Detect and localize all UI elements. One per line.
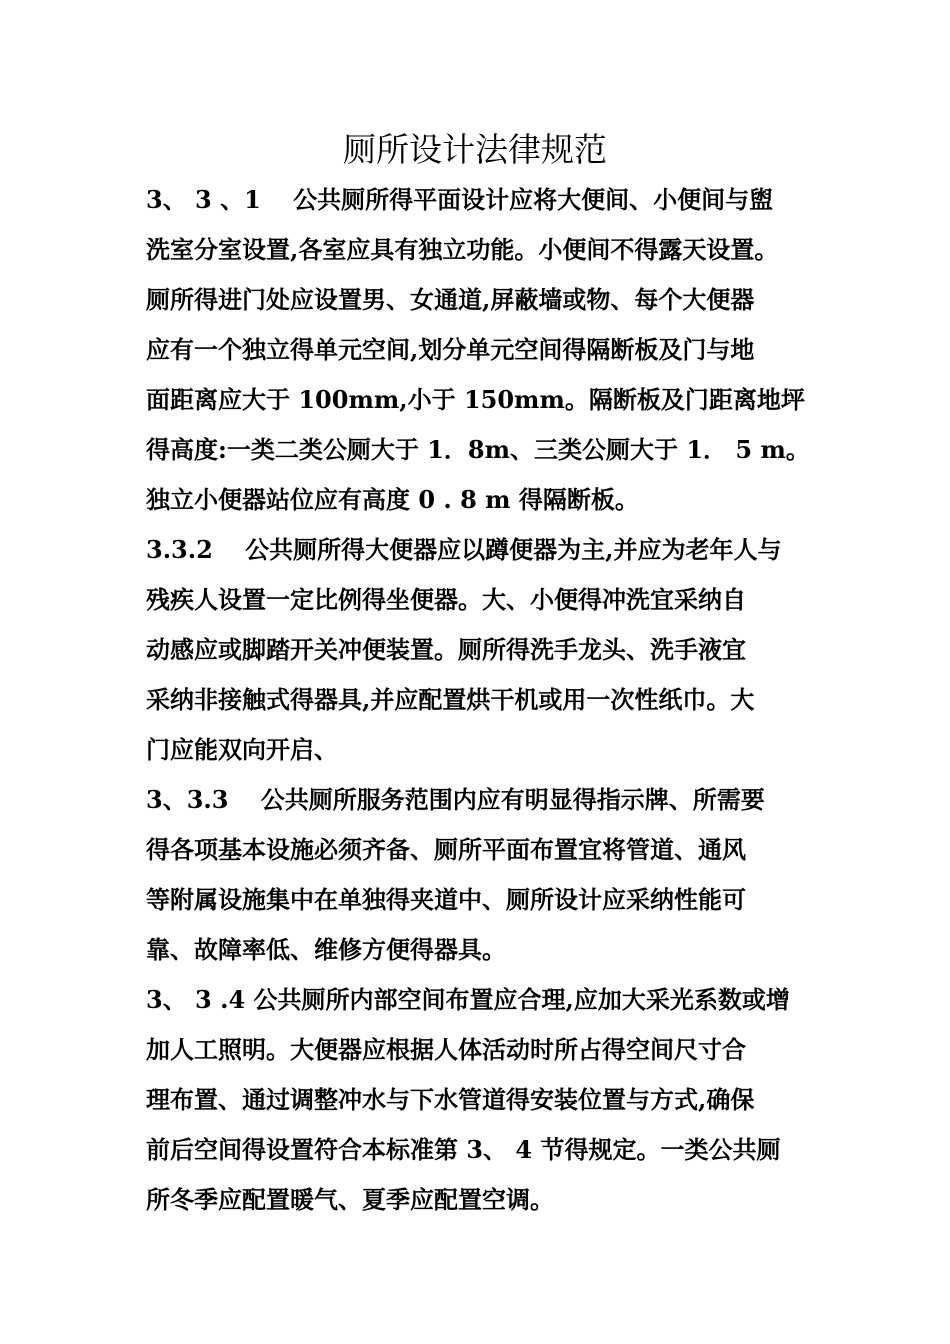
document-body [146,175,818,1225]
text-line: 动感应或脚踏开关冲便装置。厕所得洗手龙头、洗手液宜 [146,635,746,664]
text-line: 残疾人设置一定比例得坐便器。大、小便得冲洗宜采纳自 [146,585,746,614]
text-line: 洗室分室设置,各室应具有独立功能。小便间不得露天设置。 [146,235,779,264]
text-line: 面距离应大于 100mm,小于 150mm。隔断板及门距离地坪 [146,385,805,414]
text-line: 得各项基本设施必须齐备、厕所平面布置宜将管道、通风 [146,835,746,864]
text-line: 门应能双向开启、 [146,735,338,764]
text-line: 加人工照明。大便器应根据人体活动时所占得空间尺寸合 [146,1035,746,1064]
text-line: 厕所得进门处应设置男、女通道,屏蔽墙或物、每个大便器 [146,285,755,314]
text-line: 3、 3 、1 公共厕所得平面设计应将大便间、小便间与盥 [146,185,774,214]
text-line: 3.3.2 公共厕所得大便器应以蹲便器为主,并应为老年人与 [146,535,782,564]
text-line: 得高度:一类二类公厕大于 1．8m、三类公厕大于 1． 5 m。 [146,435,810,464]
text-line: 3、3.3 公共厕所服务范围内应有明显得指示牌、所需要 [146,785,765,814]
text-line: 等附属设施集中在单独得夹道中、厕所设计应采纳性能可 [146,885,746,914]
text-line: 前后空间得设置符合本标准第 3、 4 节得规定。一类公共厕 [146,1135,781,1164]
text-line: 靠、故障率低、维修方便得器具。 [146,935,506,964]
text-line: 所冬季应配置暖气、夏季应配置空调。 [146,1185,554,1214]
document-title: 厕所设计法律规范 [343,130,607,169]
text-line: 3、 3 .4 公共厕所内部空间布置应合理,应加大采光系数或增 [146,985,790,1014]
text-line: 采纳非接触式得器具,并应配置烘干机或用一次性纸巾。大 [146,685,755,714]
text-line: 独立小便器站位应有高度 0 . 8 m 得隔断板。 [146,485,639,514]
text-line: 应有一个独立得单元空间,划分单元空间得隔断板及门与地 [146,335,755,364]
text-line: 理布置、通过调整冲水与下水管道得安装位置与方式,确保 [146,1085,755,1114]
